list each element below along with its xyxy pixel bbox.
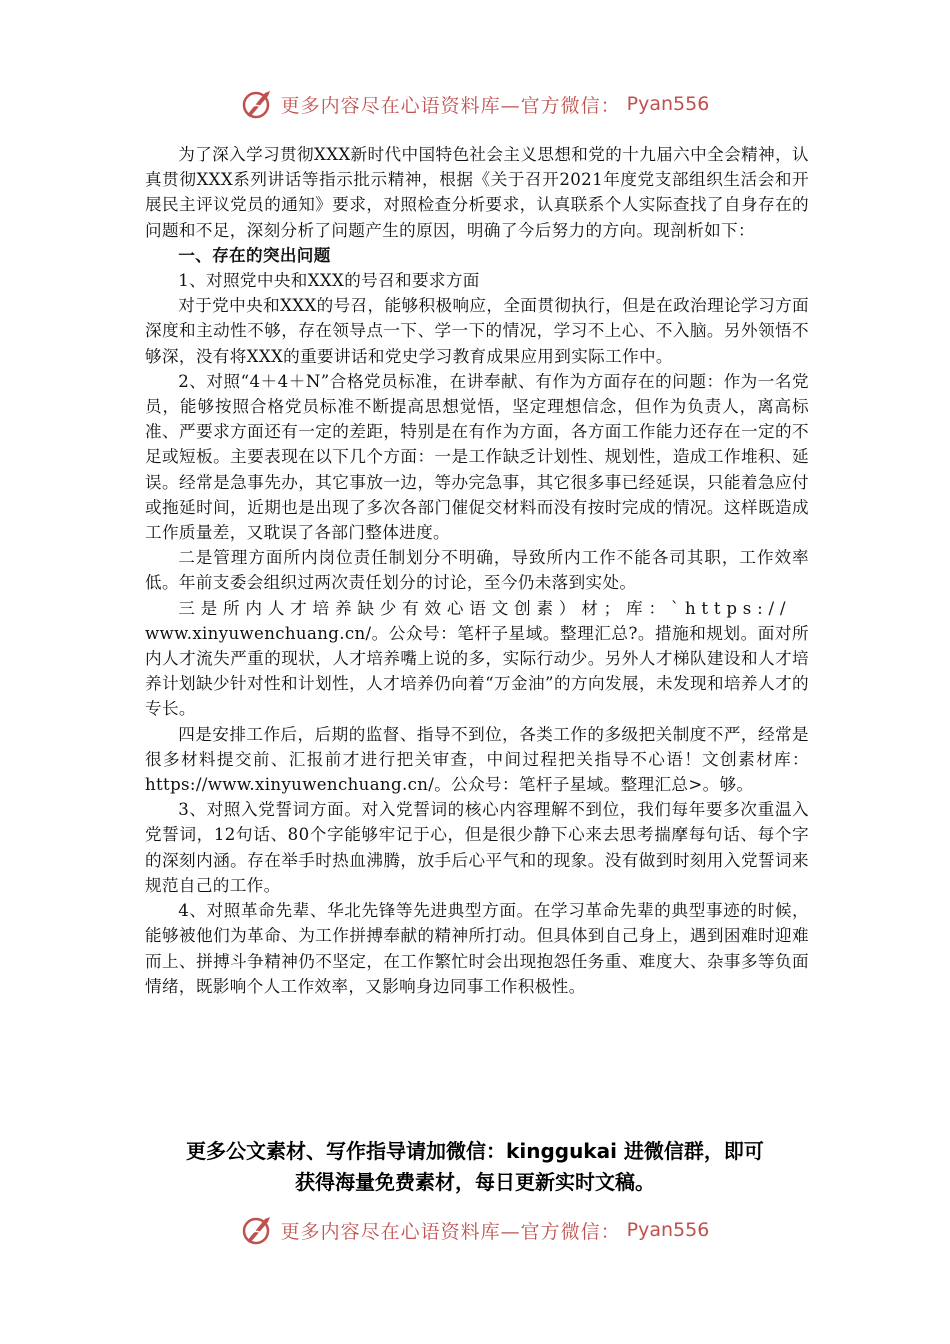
intro-paragraph: 为了深入学习贯彻XXX新时代中国特色社会主义思想和党的十九届六中全会精神，认真贯彻XXX系列讲话等指示批示精神，根据《关于召开2021年度党支部组织生活会和开展民主评议党员的通知》要求，对照检查分析要求，认真联系个人实际查找了自身存在的问题和不足，深刻分析了问题产生的原因，明确了今后努力的方向。现剖析如下： (145, 145, 809, 240)
section-heading: 一、存在的突出问题 (178, 245, 331, 265)
pen-logo-icon (241, 1213, 275, 1247)
paragraph-3: 二是管理方面所内岗位责任制划分不明确，导致所内工作不能各司其职，工作效率低。年前支委会组织过两次责任划分的讨论，至今仍未落到实处。 (145, 548, 809, 593)
pen-logo-icon (241, 87, 275, 121)
document-body (145, 142, 809, 999)
promo-line-2: 获得海量免费素材，每日更新实时文稿。 (295, 1170, 655, 1194)
paragraph-4-rest: www.xinyuwenchuang.cn/。公众号：笔杆子星域。整理汇总?。措施和规划。面对所内人才流失严重的现状，人才培养嘴上说的多，实际行动少。另外人才梯队建设和人才培养计划缺少针对性和计划性，人才培养仍向着“万金油”的方向发展，未发现和培养人才的专长。 (145, 623, 809, 719)
paragraph-5: 四是安排工作后，后期的监督、指导不到位，各类工作的多级把关制度不严，经常是很多材料提交前、汇报前才进行把关审查，中间过程把关指导不心语！文创素材库：https://www.xinyuwenchuang.cn/。公众号：笔杆子星域。整理汇总>。够。 (145, 724, 809, 795)
header-banner-bottom (0, 1210, 950, 1250)
paragraph-6: 3、对照入党誓词方面。对入党誓词的核心内容理解不到位，我们每年要多次重温入党誓词，12句话、80个字能够牢记于心，但是很少静下心来去思考揣摩每句话、每个字的深刻内涵。存在举手时热血沸腾，放手后心平气和的现象。没有做到时刻用入党誓词来规范自己的工作。 (145, 800, 809, 895)
banner-text: 更多内容尽在心语资料库—官方微信： (280, 1220, 621, 1243)
paragraph-2: 2、对照“4＋4＋N”合格党员标准，在讲奉献、有作为方面存在的问题：作为一名党员，能够按照合格党员标准不断提高思想觉悟，坚定理想信念，但作为负责人，离高标准、严要求方面还有一定的差距，特别是在有作为方面，各方面工作能力还存在一定的不足或短板。主要表现在以下几个方面：一是工作缺乏计划性、规划性，造成工作堆积、延误。经常是急事先办，其它事放一边，等办完急事，其它很多事已经延误，只能着急应付或拖延时间，近期也是出现了多次各部门催促交材料而没有按时完成的情况。这样既造成工作质量差，又耽误了各部门整体进度。 (145, 371, 809, 543)
paragraph-7: 4、对照革命先辈、华北先锋等先进典型方面。在学习革命先辈的典型事迹的时候，能够被他们为革命、为工作拼搏奉献的精神所打动。但具体到自己身上，遇到困难时迎难而上、拼搏斗争精神仍不坚定，在工作繁忙时会出现抱怨任务重、难度大、杂事多等负面情绪，既影响个人工作效率，又影响身边同事工作积极性。 (145, 901, 809, 996)
promo-text (120, 1136, 830, 1198)
paragraph-4-line1: 三是所内人才培养缺少有效心语文创素）材；库：`https:// (178, 598, 792, 618)
promo-line-1: 更多公文素材、写作指导请加微信：kinggukai 进微信群，即可 (186, 1139, 764, 1163)
header-banner-top (0, 84, 950, 124)
paragraph-1: 对于党中央和XXX的号召，能够积极响应，全面贯彻执行，但是在政治理论学习方面深度和主动性不够，存在领导点一下、学一下的情况，学习不上心、不入脑。另外领悟不够深，没有将XXX的重要讲话和党史学习教育成果应用到实际工作中。 (145, 296, 809, 366)
banner-text: 更多内容尽在心语资料库—官方微信： (280, 94, 621, 117)
banner-account: Pyan556 (626, 93, 710, 115)
subheading-1: 1、对照党中央和XXX的号召和要求方面 (178, 271, 480, 291)
banner-account: Pyan556 (626, 1219, 710, 1241)
